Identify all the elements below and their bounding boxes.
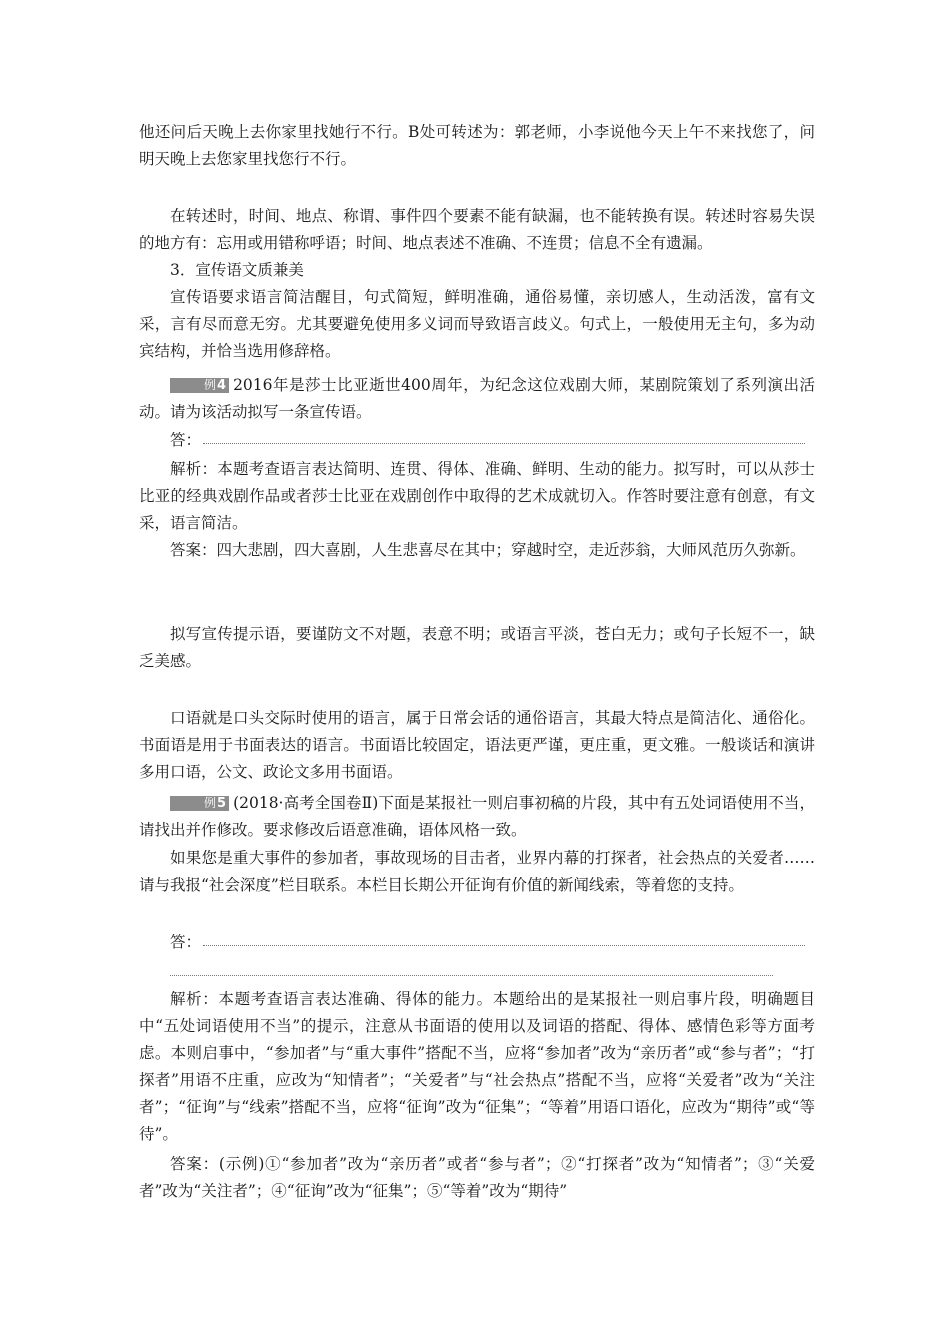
- example-4-analysis: 解析：本题考查语言表达简明、连贯、得体、准确、鲜明、生动的能力。拟写时，可以从莎士比亚的经典戏剧作品或者莎士比亚在戏剧创作中取得的艺术成就切入。作答时要注意有创意，有文采，语言简洁。: [139, 460, 815, 532]
- example-5-answer: 答案：(示例)①“参加者”改为“亲历者”或者“参与者”；②“打探者”改为“知情者”；③“关爱者”改为“关注者”；④“征询”改为“征集”；⑤“等着”改为“期待”: [139, 1155, 815, 1200]
- example-5-question: 例5 (2018·高考全国卷Ⅱ)下面是某报社一则启事初稿的片段，其中有五处词语使用不当，请找出并作修改。要求修改后语意准确，语体风格一致。: [139, 794, 815, 839]
- example-5-answer-line[interactable]: [170, 929, 815, 956]
- example-5-passage: 如果您是重大事件的参加者，事故现场的目击者，业界内幕的打探者，社会热点的关爱者……请与我报“社会深度”栏目联系。本栏目长期公开征询有价值的新闻线索，等着您的支持。: [139, 849, 815, 894]
- paragraph-transfer-example: 他还问后天晚上去你家里找她行不行。B处可转述为：郭老师，小李说他今天上午不来找您了，问明天晚上去您家里找您行不行。: [139, 123, 815, 168]
- answer-dotted-line-2[interactable]: [170, 975, 773, 976]
- example-4-answer-line[interactable]: [170, 427, 815, 454]
- section-heading: 3．宣传语文质兼美: [170, 261, 304, 279]
- answer-dotted-line: [203, 443, 805, 444]
- example-4-answer: 答案：四大悲剧，四大喜剧，人生悲喜尽在其中；穿越时空，走近莎翁，大师风范历久弥新。: [170, 541, 806, 559]
- answer-dotted-line: [203, 945, 805, 946]
- example-4-badge: 例4: [170, 378, 229, 393]
- paragraph-spoken-written: 口语就是口头交际时使用的语言，属于日常会话的通俗语言，其最大特点是简洁化、通俗化。书面语是用于书面表达的语言。书面语比较固定，语法更严谨，更庄重，更文雅。一般谈话和演讲多用口语，公文、政论文多用书面语。: [139, 709, 815, 781]
- paragraph-slogan-warning: 拟写宣传提示语，要谨防文不对题，表意不明；或语言平淡，苍白无力；或句子长短不一，缺乏美感。: [139, 625, 815, 670]
- answer-label: 答：: [170, 933, 202, 951]
- example-4-question: 例4 2016年是莎士比亚逝世400周年，为纪念这位戏剧大师，某剧院策划了系列演出活动。请为该活动拟写一条宣传语。: [139, 376, 815, 421]
- example-5-analysis: 解析：本题考查语言表达准确、得体的能力。本题给出的是某报社一则启事片段，明确题目中“五处词语使用不当”的提示，注意从书面语的使用以及词语的搭配、得体、感情色彩等方面考虑。本则启事中，“参加者”与“重大事件”搭配不当，应将“参加者”改为“亲历者”或“参与者”；“打探者”用语不庄重，应改为“知情者”；“关爱者”与“社会热点”搭配不当，应将“关爱者”改为“关注者”；“征询”与“线索”搭配不当，应将“征询”改为“征集”；“等着”用语口语化，应改为“期待”或“等待”。: [139, 990, 815, 1143]
- paragraph-transfer-tips: 在转述时，时间、地点、称谓、事件四个要素不能有缺漏，也不能转换有误。转述时容易失误的地方有：忘用或用错称呼语；时间、地点表述不准确、不连贯；信息不全有遗漏。: [139, 207, 815, 252]
- example-5-badge: 例5: [170, 796, 229, 811]
- answer-label: 答：: [170, 431, 202, 449]
- paragraph-slogan-rules: 宣传语要求语言简洁醒目，句式简短，鲜明准确，通俗易懂，亲切感人，生动活泼，富有文采，言有尽而意无穷。尤其要避免使用多义词而导致语言歧义。句式上，一般使用无主句，多为动宾结构，并恰当选用修辞格。: [139, 288, 815, 360]
